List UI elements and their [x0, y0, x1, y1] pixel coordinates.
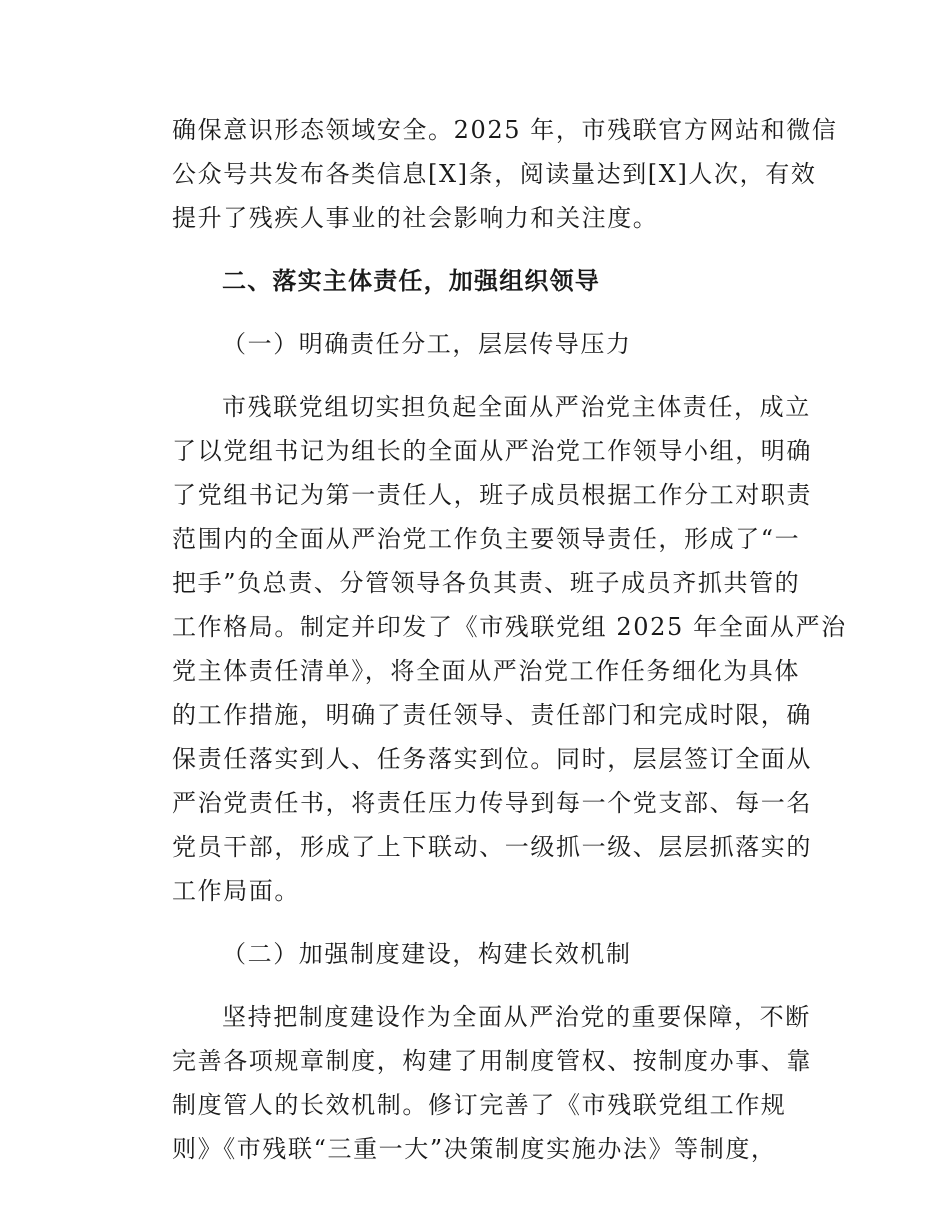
text-line: 则》《市残联“三重一大”决策制度实施办法》等制度， [172, 1135, 777, 1163]
text-line: 提升了残疾人事业的社会影响力和关注度。 [172, 204, 659, 232]
text-line: 工作局面。 [172, 877, 300, 905]
text-line: 党主体责任清单》，将全面从严治党工作任务细化为具体 [172, 657, 800, 685]
text-line: 制度管人的长效机制。修订完善了《市残联党组工作规 [172, 1091, 787, 1119]
text-line: 保责任落实到人、任务落实到位。同时，层层签订全面从 [172, 745, 812, 773]
subsection-heading: （二）加强制度建设，构建长效机制 [222, 940, 632, 968]
text-line: 的工作措施，明确了责任领导、责任部门和完成时限，确 [172, 701, 812, 729]
section-heading: 二、落实主体责任，加强组织领导 [222, 267, 600, 295]
text-line: 党员干部，形成了上下联动、一级抓一级、层层抓落实的 [172, 833, 812, 861]
text-line: 工作格局。制定并印发了《市残联党组 2025 年全面从严治 [172, 613, 847, 641]
text-line: 范围内的全面从严治党工作负主要领导责任，形成了“一 [172, 525, 801, 553]
subsection-heading: （一）明确责任分工，层层传导压力 [222, 330, 632, 358]
text-line: 坚持把制度建设作为全面从严治党的重要保障，不断 [222, 1003, 811, 1031]
document-page [172, 108, 847, 1171]
text-line: 把手”负总责、分管领导各负其责、班子成员齐抓共管的 [172, 569, 801, 597]
text-line: 了党组书记为第一责任人，班子成员根据工作分工对职责 [172, 481, 812, 509]
paragraph-institution-building [172, 995, 812, 1171]
paragraph-responsibility [172, 385, 847, 913]
text-line: 了以党组书记为组长的全面从严治党工作领导小组，明确 [172, 437, 812, 465]
text-line: 完善各项规章制度，构建了用制度管权、按制度办事、靠 [172, 1047, 812, 1075]
text-line: 公众号共发布各类信息[X]条，阅读量达到[X]人次，有效 [172, 160, 817, 188]
text-line: 确保意识形态领域安全。2025 年，市残联官方网站和微信 [172, 116, 838, 144]
text-line: 市残联党组切实担负起全面从严治党主体责任，成立 [222, 393, 811, 421]
text-line: 严治党责任书，将责任压力传导到每一个党支部、每一名 [172, 789, 812, 817]
paragraph-media-stats [172, 108, 838, 240]
